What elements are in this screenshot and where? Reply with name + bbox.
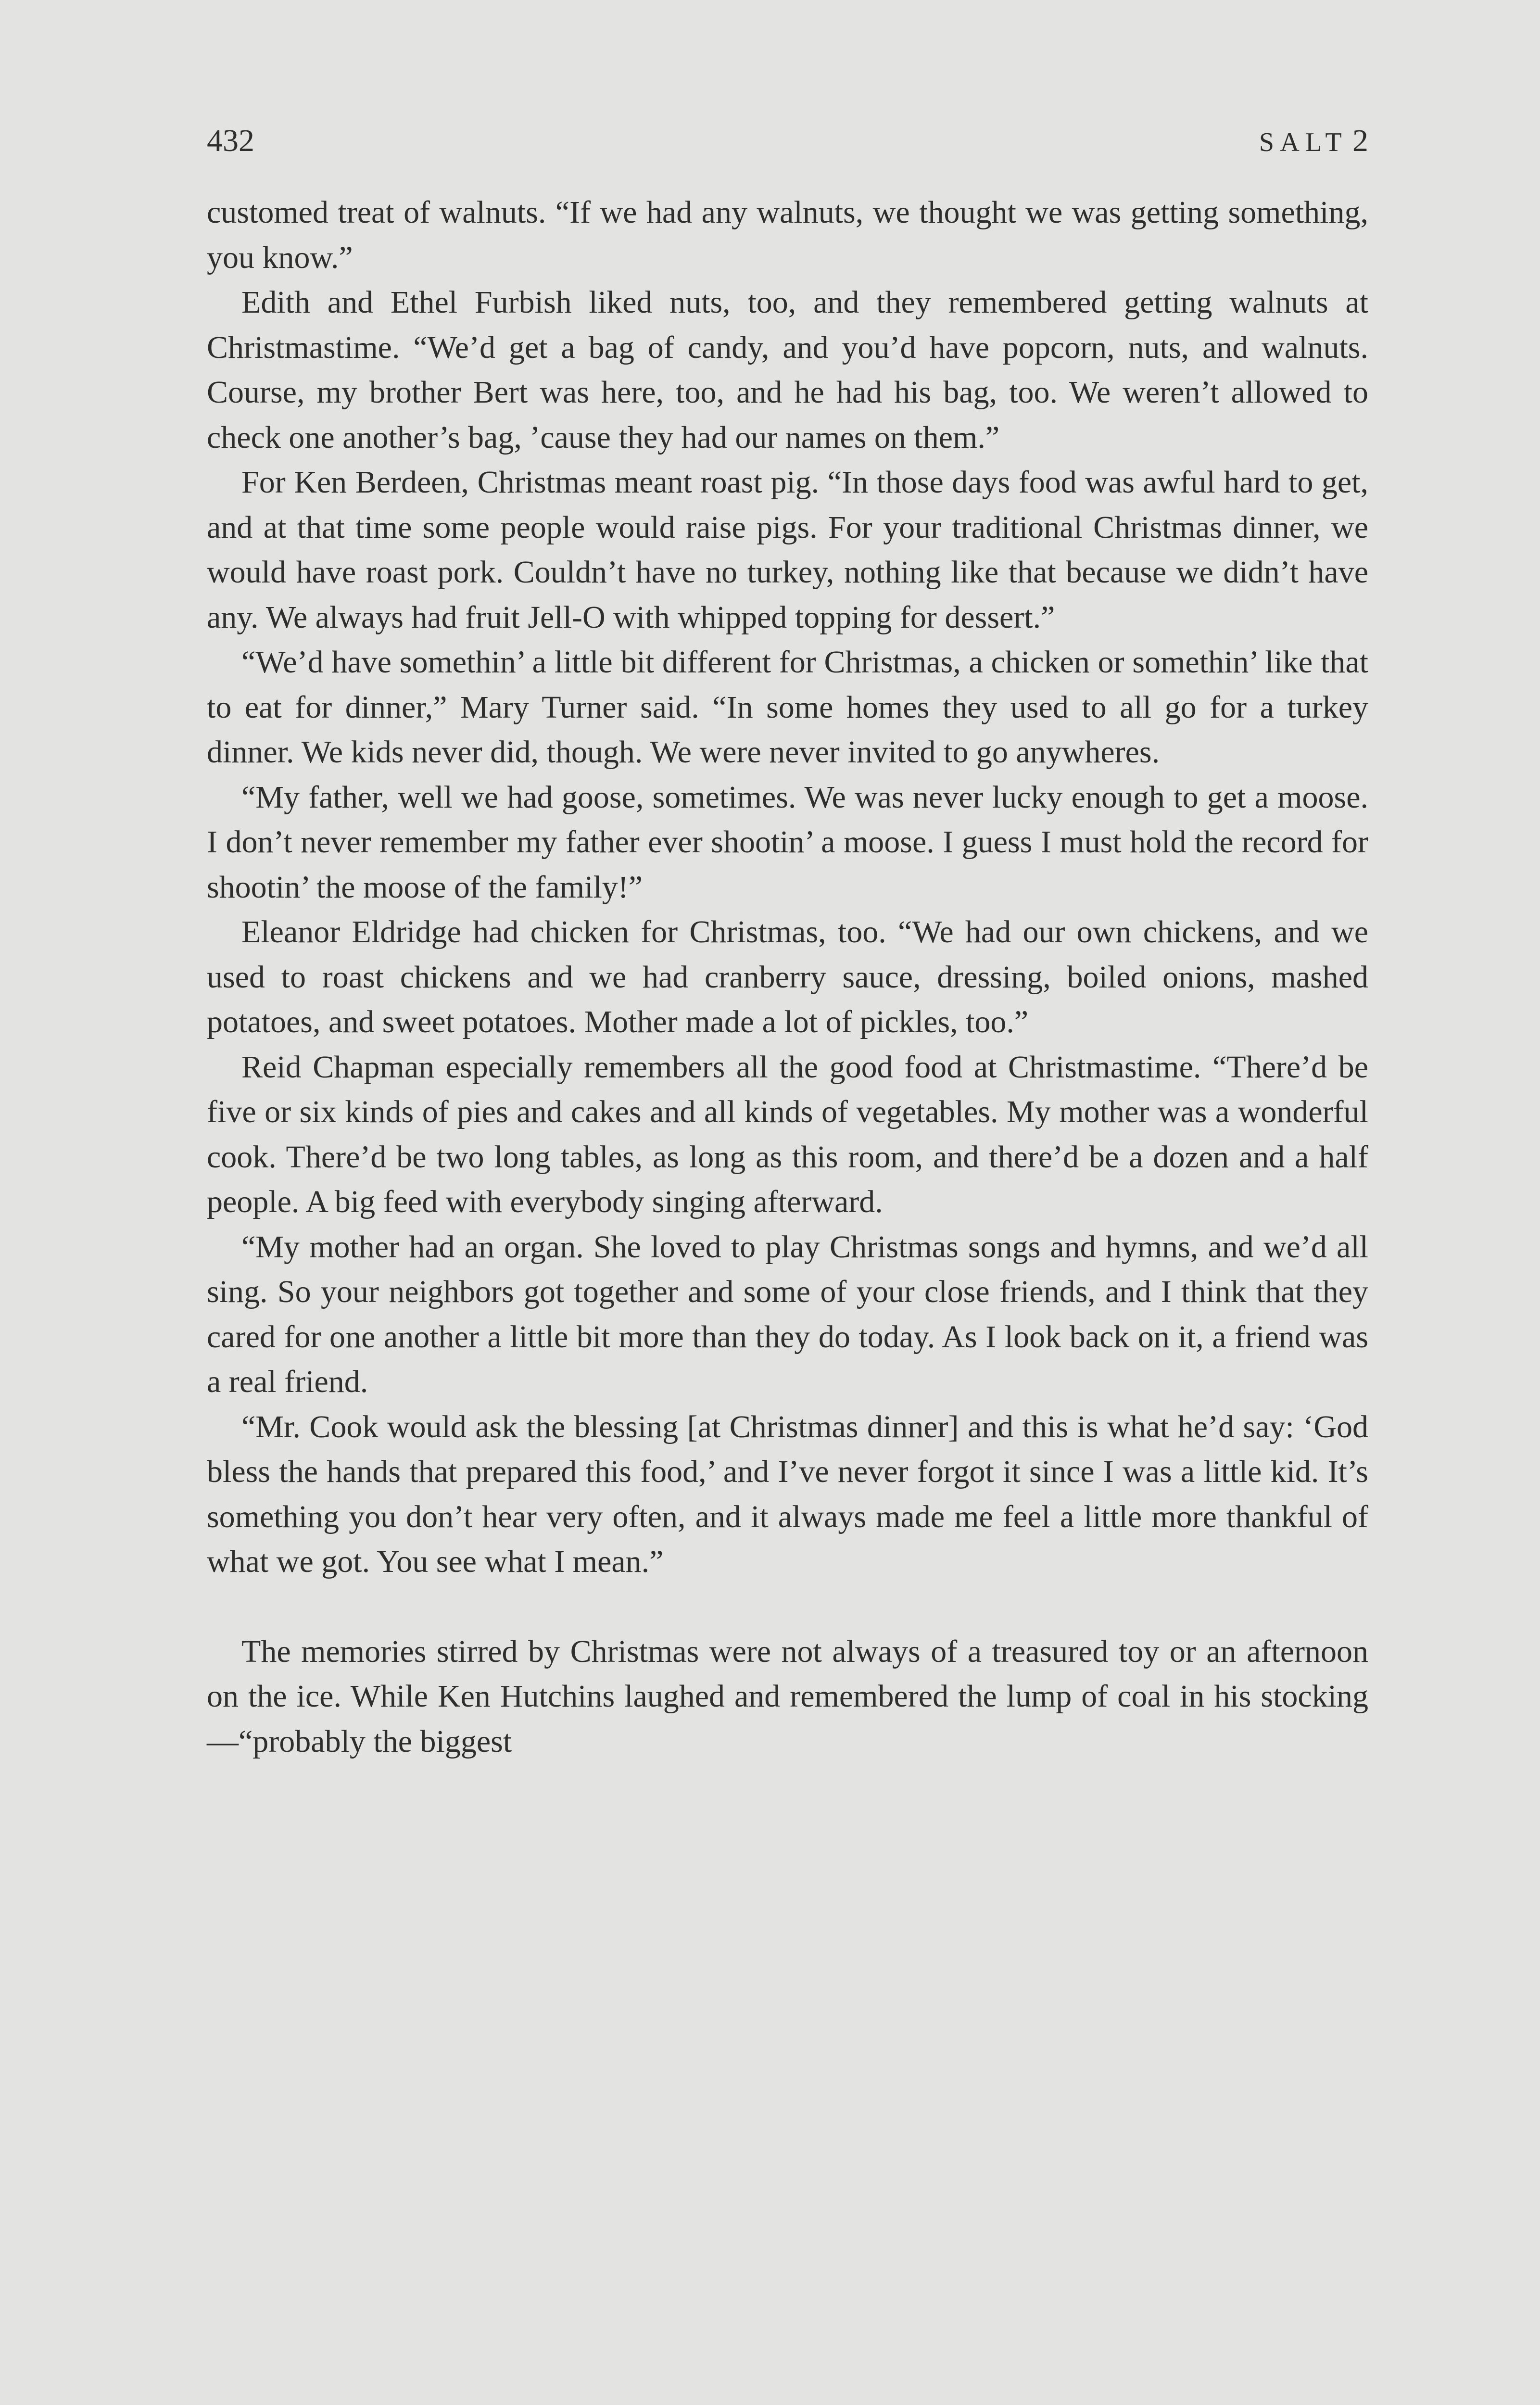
- volume-number: 2: [1352, 123, 1368, 158]
- paragraph-new-section: The memories stirred by Christmas were not always of a treasured toy or an afternoon on the ice. While Ken Hutchins laughed and remembered the lump of coal in his stocking—“probably the biggest: [207, 1633, 1368, 1759]
- paragraph: Eleanor Eldridge had chicken for Christmas, too. “We had our own chickens, and we used to roast chickens and we had cranberry sauce, dressing, boiled onions, mashed potatoes, and sweet potatoes. Mother made a lot of pickles, too.”: [207, 914, 1368, 1039]
- paragraph: “We’d have somethin’ a little bit different for Christmas, a chicken or somethin’ like that to eat for dinner,” Mary Turner said. “In some homes they used to all go for a turkey dinner. We kids never did, though. We were never invited to go anywheres.: [207, 645, 1368, 770]
- paragraph-continued: customed treat of walnuts. “If we had any walnuts, we thought we was getting something, you know.”: [207, 195, 1368, 275]
- paragraph: “My mother had an organ. She loved to play Christmas songs and hymns, and we’d all sing. So your neighbors got together and some of your close friends, and I think that they cared for one another a little bit more than they do today. As I look back on it, a friend was a real friend.: [207, 1229, 1368, 1399]
- paragraph: Edith and Ethel Furbish liked nuts, too, and they remembered getting walnuts at Christmastime. “We’d get a bag of candy, and you’d have popcorn, nuts, and walnuts. Course, my brother Bert was here, too, and he had his bag, too. We weren’t allowed to check one another’s bag, ’cause they had our names on them.”: [207, 285, 1368, 455]
- paragraph: Reid Chapman especially remembers all the good food at Christmastime. “There’d be five or six kinds of pies and cakes and all kinds of vegetables. My mother was a wonderful cook. There’d be two long tables, as long as this room, and there’d be a dozen and a half people. A big feed with everybody singing afterward.: [207, 1049, 1368, 1219]
- running-head: [207, 123, 1368, 161]
- running-title: [1259, 123, 1368, 159]
- book-title: SALT: [1259, 127, 1348, 157]
- paragraph: “My father, well we had goose, sometimes. We was never lucky enough to get a moose. I don’t never remember my father ever shootin’ a moose. I guess I must hold the record for shootin’ the moose of the family!”: [207, 779, 1368, 905]
- paragraph: “Mr. Cook would ask the blessing [at Christmas dinner] and this is what he’d say: ‘God bless the hands that prepared this food,’ and I’ve never forgot it since I was a little kid. It’s something you don’t hear very often, and it always made me feel a little more thankful of what we got. You see what I mean.”: [207, 1409, 1368, 1579]
- paragraph: For Ken Berdeen, Christmas meant roast pig. “In those days food was awful hard to get, and at that time some people would raise pigs. For your traditional Christmas dinner, we would have roast pork. Couldn’t have no turkey, nothing like that because we didn’t have any. We always had fruit Jell-O with whipped topping for dessert.”: [207, 465, 1368, 635]
- page-number: 432: [207, 123, 254, 158]
- body-text: [207, 190, 1368, 1764]
